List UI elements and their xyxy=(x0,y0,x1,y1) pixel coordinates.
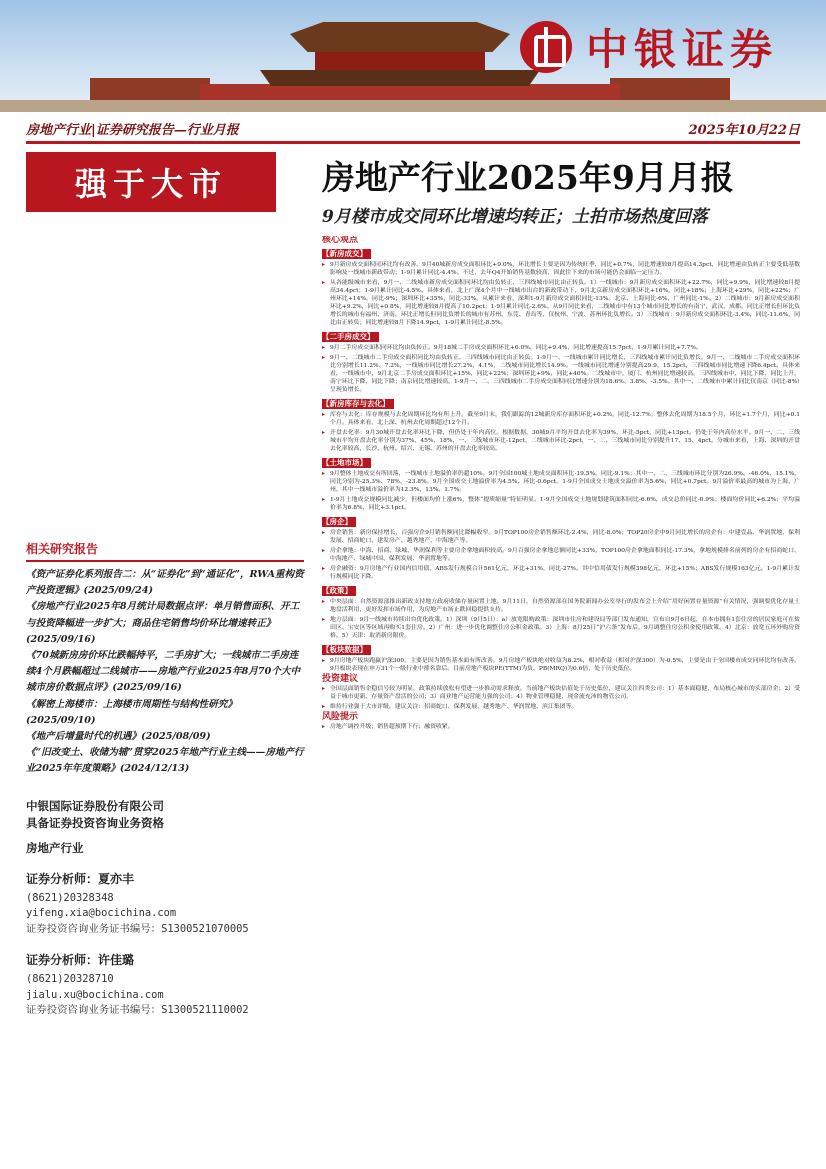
company-qualification: 具备证券投资咨询业务资格 xyxy=(26,815,164,830)
bullet-point: ▸ 开盘去化率：9月30城开盘去化率环比下降，但仍处于年内高位。根据数据，30城9月平均开盘去化率为39%，环比-5pct，同比+13pct。仍处于年内高位水平。9月一、二、三线城市平均开盘去化率分别为37%、45%、18%，一、三线城市环比-12pct，二线城市环比-2pct，一、二、三线城市同比分别提升17、15、4pct。分城市来看，上海、深圳的开盘去化率较高，长沙、杭州、绍兴、无锡、苏州的开盘去化率较高。 xyxy=(322,429,800,453)
brand-name: 中银证券 xyxy=(586,25,779,74)
report-date: 2025年10月22日 xyxy=(688,123,800,138)
analyst-license: 证券投资咨询业务证书编号：S1300521070005 xyxy=(26,922,249,935)
related-report-item[interactable]: 《房地产行业2025年8月统计局数据点评：单月销售面积、开工与投资降幅进一步扩大；商品住宅销售均价环比增速转正》(2025/09/16) xyxy=(26,601,300,645)
analyst-card xyxy=(26,870,304,938)
bullet-point: ▸ 房企融资：9月房地产行业国内信用债、ABS发行规模合计561亿元，环比+31%，同比-27%。其中信用债发行规模398亿元，环比+15%；ABS发行规模163亿元。1-9月累计发行规模同比下降。 xyxy=(322,565,800,581)
bullet-point: ▸ 房企拿地：中海、招商、绿城、华润保利等主要房企拿地面积较高。9月百强房企拿地总额同比+33%，TOP100房企拿地面积同比-17.3%，拿地规模排名前列的房企有招商蛇口、中海地产、绿城中国、保利发展、华润置地等。 xyxy=(322,547,800,563)
bullet-point: ▸ 全国层面销售企稳信号较为明显，政策持续放松有望进一步推动需求释放。当前地产板块估值处于历史低位，建议关注四类公司：1）基本面稳健、布局核心城市的头部房企；2）受益于城市更新、存量资产盘活的公司；3）商业地产运营能力强的公司；4）物业管理稳健、现金流充沛的物管公司。 xyxy=(322,685,800,701)
related-report-item[interactable]: 《地产后增量时代的机遇》(2025/08/09) xyxy=(26,731,211,743)
bullet-point: ▸ 9月新房成交面积同环比均有改善。9月40城新房成交面积环比+9.0%，环比增长主要是因为传统旺季，同比+0.7%，同比增速较8月提高14.3pct，同比增速由负转正主要受低基数影响及一线城市新政带动；1-9月累计同比-4.4%。不过，去年Q4开始销售基数较高，因此往下来的市场可能仍会面临一定压力。 xyxy=(322,261,800,277)
rating-badge: 强于大市 xyxy=(26,152,276,212)
header-banner xyxy=(0,0,826,112)
bullet-point: ▸ 房企销售：新房保持增长，百强房企9月销售额同比降幅收窄。9月TOP100房企销售额环比-2.4%，同比-8.0%；TOP20房企中9月同比增长的房企有：中建壹品、华润置地、保利发展、招商蛇口、建发房产、越秀地产、中海地产等。 xyxy=(322,529,800,545)
sidebar xyxy=(26,540,304,1019)
palace-roof xyxy=(290,22,510,52)
analyst-email[interactable]: jialu.xu@bocichina.com xyxy=(26,988,164,1001)
bullet-point: ▸ 房地产调控升级；销售超预期下行；融资收紧。 xyxy=(322,723,800,731)
related-report-item[interactable]: 《“旧改变土、收储为辅”贯穿2025年地产行业主线——房地产行业2025年年度策略》(2024/12/13) xyxy=(26,747,304,775)
boc-logo-icon xyxy=(520,21,572,73)
bullet-point: ▸ 9月房地产板块跑赢沪深300，主要是因为销售基本面有所改善。9月房地产板块绝对收益为8.2%，相对收益（相对沪深300）为-0.5%，主要是由于全国楼市成交同环比均有改善。9月板块表现在申万31个一级行业中排名靠后。目前房地产板块PE(TTM)为负，PB(MRQ)为0.6倍，处于历史低位。 xyxy=(322,657,800,673)
section-label: 【板块数据】 xyxy=(322,645,371,655)
related-report-item[interactable]: 《资产证券化系列报告二：从“证券化”到“通证化”，RWA重构资产投资逻辑》(2025/09/24) xyxy=(26,569,304,597)
analyst-email[interactable]: yifeng.xia@bocichina.com xyxy=(26,907,177,920)
section-label: 【新房库存与去化】 xyxy=(322,399,394,409)
analyst-card xyxy=(26,951,304,1019)
bullet-point: ▸ 1-9月土地成交规模同比减少，但楼面均价上涨6%，整体“提质缩量”特征明显。1-9月全国成交土地规划建筑面积同比-6.6%，成交总价同比-0.9%；楼面均价同比+6.2%；平均溢价率为6.8%，同比+3.1pct。 xyxy=(322,496,800,512)
related-report-item[interactable]: 《70城新房房价环比跌幅持平，二手房扩大；一线城市二手房连续4个月跌幅超过二线城市——房地产行业2025年8月70个大中城市房价数据点评》(2025/09/16) xyxy=(26,650,301,694)
analyst-phone: (8621)20328348 xyxy=(26,891,114,904)
risk-heading: 风险提示 xyxy=(322,712,359,722)
analyst-name: 证券分析师：夏亦丰 xyxy=(26,871,135,886)
report-subtitle: 9月楼市成交同环比增速均转正；土拍市场热度回落 xyxy=(322,207,708,227)
bullet-point: ▸ 从各能级城市来看，9月一、二线城市新房成交面积同环比均由负转正，三四线城市同比由正转负。1）一线城市：9月新房成交面积环比+22.7%，同比+9.9%，同比增速较8月提高34.4pct；1-9月累计同比-4.5%。具体来看，北上广深4个月中一线城市出台的新政带动下，9月北京新房成交面积环比+16%，同比+18%；上海环比+29%，同比+22%；广州环比+14%，同比-9%；深圳环比+35%，同比-33%。从累计来看，深圳1-9月新房成交面积同比-13%。北京、上海同比-6%，广州同比-1%。2）二线城市：9月新房成交面积环比+9.2%，同比+0.8%，同比增速较8月提高了10.2pct；1-9月累计同比-2.6%。从9月同比来看，二线城市中有13个城市同比增长的有南宁、武汉、成都。同比正增长但环比负增长的城市有福州、济南，环比正增长但同比负增长的城市有苏州、东莞、青岛等，仅杭州、宁波、苏州环比负增长。3）三线城市：9月新房成交面积环比-3.4%，同比-11.6%，同比由正转负；同比增速较8月下降14.9pct，1-9月累计同比-8.5%。 xyxy=(322,279,800,327)
section-label: 【二手房成交】 xyxy=(322,332,379,342)
palace-lower-roof xyxy=(260,70,540,86)
company-info xyxy=(26,798,304,832)
bullet-point: ▸ 9月一、二线城市二手房成交面积同比均由负转正，三四线城市同比由正转负。1-9月一、一线城市累计同比增长，三四线城市累计同比负增长。9月一、二线城市二手房成交面积环比分别增长11.2%、7.2%，一线城市同比增长27.2%、4.1%，二线城市同比增长14.9%。一线城市同比增速分别提高29.9、15.2pct，三四线城市同比增速下降6.4pct。具体来看，一线城市中，9月北京二手房成交面积环比+15%，同比+22%；深圳环比+9%，同比+46%。二线城市中，厦门、杭州同比增速较高。三四线城市中，同比下降，同比上升，南宁环比下降，同比下降；南京同比增速较高。1-9月一、二、三四线城市二手房成交面积同比增速分别为18.6%、3.8%、-3.5%。其中一、二线城市中累计同比仅南京（同比-8%）呈现负增长。 xyxy=(322,354,800,394)
section-label: 【政策】 xyxy=(322,586,356,596)
core-heading: 核心观点 xyxy=(322,236,359,245)
analyst-name: 证券分析师：许佳璐 xyxy=(26,953,135,968)
bullet-point: ▸ 库存与去化：库存规模与去化周期环比均有所上升。截至9月末，我们跟踪的12城新房库存面积环比+0.2%，同比-12.7%；整体去化周期为18.5个月，环比+1.7个月，同比+0.1个月。具体来看，北上深、杭州去化周期超过12个月。 xyxy=(322,411,800,427)
section-label: 【房企】 xyxy=(322,517,356,527)
analyst-phone: (8621)20328710 xyxy=(26,973,114,986)
industry-label: 房地产行业 xyxy=(26,840,84,855)
related-reports-heading: 相关研究报告 xyxy=(26,540,304,562)
bullet-point: ▸ 中央层面：自然资源部推出新政支持地方政府收储存量闲置土地。9月11日，自然资源部在国务院新闻办公室举行的发布会上介绍“用好闲置存量资源”有关情况，强调要优化存量土地盘活利用，更好发挥市场作用，为房地产市场止跌回稳提供支持。 xyxy=(322,598,800,614)
related-reports-list xyxy=(26,567,304,778)
investment-heading: 投资建议 xyxy=(322,674,359,684)
related-report-item[interactable]: 《解密上海楼市：上海楼市周期性与结构性研究》(2025/09/10) xyxy=(26,698,238,726)
report-meta-bar xyxy=(26,116,800,144)
analyst-license: 证券投资咨询业务证书编号：S1300521110002 xyxy=(26,1004,249,1017)
report-title: 房地产行业2025年9月月报 xyxy=(322,158,734,197)
bullet-point: ▸ 维持行业强于大市评级。建议关注：招商蛇口、保利发展、越秀地产、华润置地、滨江集团等。 xyxy=(322,703,800,711)
section-label: 【土地市场】 xyxy=(322,458,371,468)
bullet-point: ▸ 9月二手房成交面积同环比均由负转正。9月18城二手房成交面积环比+6.0%，同比+9.4%，同比增速提高15.7pct，1-9月累计同比+7.7%。 xyxy=(322,344,800,352)
palace-ground xyxy=(0,100,826,112)
bullet-point: ▸ 地方层面：9月一线城市持续出台优化政策。1）深圳（9月5日）：a）放宽限购政策：深圳市住房和建设局等部门发布通知，宣布自9月6日起，在本市拥有1套住房的居民家庭可在盐田区、宝安区等区域再购买1套住房。2）广州：进一步优化调整住房公积金政策。3）上海：8月25日“沪六条”发布后，9月调整住房公积金使用政策。4）北京：放宽五环外购房资格。5）天津：取消新房限价。 xyxy=(322,616,800,640)
bullet-point: ▸ 9月整体土地成交有所回落，一线城市土地溢价率仍超10%。9月全国100城土地成交面积环比-19.5%，同比-9.1%；其中一、二、三线城市环比分别为26.9%、-46.0%、15.1%，同比分别为-25.3%、78%、-23.8%。9月全国成交土地溢价率为4.5%，环比-0.6pct。1-9月全国成交土地成交溢价率为5.6%，同比+0.7pct。9月溢价率最高的城市为上海、广州，其中一线城市溢价率为12.3%、13%、1.7%。 xyxy=(322,470,800,494)
brand-logo xyxy=(520,14,820,80)
section-label: 【新房成交】 xyxy=(322,249,371,259)
core-viewpoints xyxy=(322,236,800,1164)
report-category: 房地产行业|证券研究报告—行业月报 xyxy=(26,123,239,138)
company-name: 中银国际证券股份有限公司 xyxy=(26,798,164,813)
